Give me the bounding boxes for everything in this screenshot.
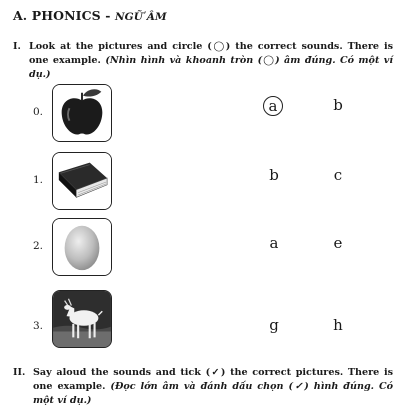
section-title-vi: NGỮ ÂM [114,11,167,23]
item-number: 1. [33,174,44,186]
option-b[interactable]: b [333,96,343,114]
exercise-2-text-vi: (Đọc lớn âm và đánh dấu chọn (✓) hình đúng. Có một ví dụ.) [33,381,394,406]
option-e[interactable]: e [333,234,343,252]
book-picture [52,152,112,210]
exercise-1-text-block [29,40,393,82]
exercise-1-text-vi: (Nhìn hình và khoanh tròn (◯) âm đúng. Có một ví dụ.) [29,55,394,80]
option-c[interactable]: c [333,166,343,184]
option-h[interactable]: h [333,316,343,334]
exercise-item-3 [0,290,400,350]
goat-icon [53,291,111,347]
exercise-2-number: II. [13,367,26,378]
apple-picture [52,84,112,142]
apple-icon [53,85,111,141]
section-title-en: A. PHONICS - [13,8,111,23]
option-a-circled[interactable]: a [263,96,283,116]
egg-icon [53,219,111,275]
exercise-item-1 [0,152,400,212]
exercise-1-instruction [13,40,393,82]
book-icon [53,153,111,209]
item-number: 3. [33,320,44,332]
exercise-2-instruction [13,366,393,408]
exercise-2-text: Say aloud the sounds and tick (✓) the correct pictures. There is one example. [33,367,393,392]
exercise-2-text-block [33,366,393,408]
section-title [13,8,167,23]
option-b[interactable]: b [269,166,279,184]
exercise-1-number: I. [13,41,21,52]
option-g[interactable]: g [269,316,279,334]
exercise-item-2 [0,218,400,278]
item-number: 2. [33,240,44,252]
exercise-1-text: Look at the pictures and circle (◯) the correct sounds. There is one example. [29,41,393,66]
option-a[interactable]: a [269,234,279,252]
item-number: 0. [33,106,44,118]
exercise-item-0 [0,84,400,144]
goat-picture [52,290,112,348]
egg-picture [52,218,112,276]
